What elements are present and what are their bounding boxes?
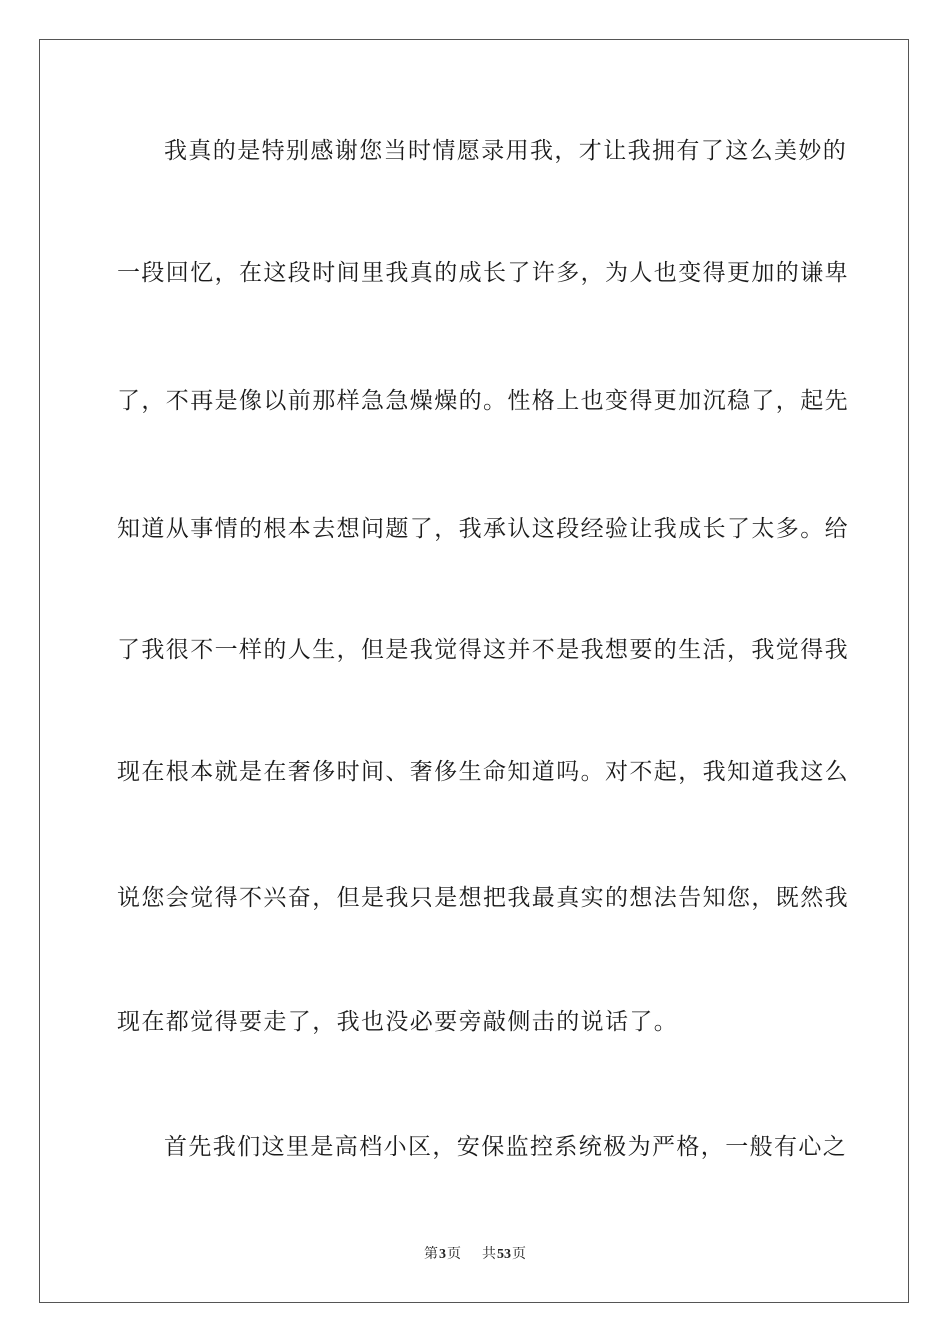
paragraph-1-line-6: 现在根本就是在奢侈时间、奢侈生命知道吗。对不起，我知道我这么	[117, 759, 849, 785]
paragraph-1-line-7: 说您会觉得不兴奋，但是我只是想把我最真实的想法告知您，既然我	[117, 885, 849, 911]
page-border	[39, 39, 909, 1303]
paragraph-1-line-3: 了，不再是像以前那样急急燥燥的。性格上也变得更加沉稳了，起先	[117, 388, 849, 414]
paragraph-1-line-2: 一段回忆，在这段时间里我真的成长了许多，为人也变得更加的谦卑	[117, 260, 849, 286]
footer-page-number: 3	[439, 1247, 446, 1262]
paragraph-1-line-8: 现在都觉得要走了，我也没必要旁敲侧击的说话了。	[117, 1009, 679, 1035]
paragraph-2-line-1: 首先我们这里是高档小区，安保监控系统极为严格，一般有心之	[164, 1134, 848, 1160]
footer-total-pages: 53	[497, 1247, 511, 1262]
paragraph-1-line-5: 了我很不一样的人生，但是我觉得这并不是我想要的生活，我觉得我	[117, 637, 849, 663]
paragraph-1-line-1: 我真的是特别感谢您当时情愿录用我，才让我拥有了这么美妙的	[164, 138, 848, 164]
footer-total-suffix: 页	[512, 1247, 526, 1262]
paragraph-1-line-4: 知道从事情的根本去想问题了，我承认这段经验让我成长了太多。给	[117, 516, 849, 542]
footer-page-suffix: 页	[447, 1247, 461, 1262]
page-footer	[0, 1246, 950, 1264]
footer-page-prefix: 第	[424, 1247, 438, 1262]
footer-total-prefix: 共	[482, 1247, 496, 1262]
